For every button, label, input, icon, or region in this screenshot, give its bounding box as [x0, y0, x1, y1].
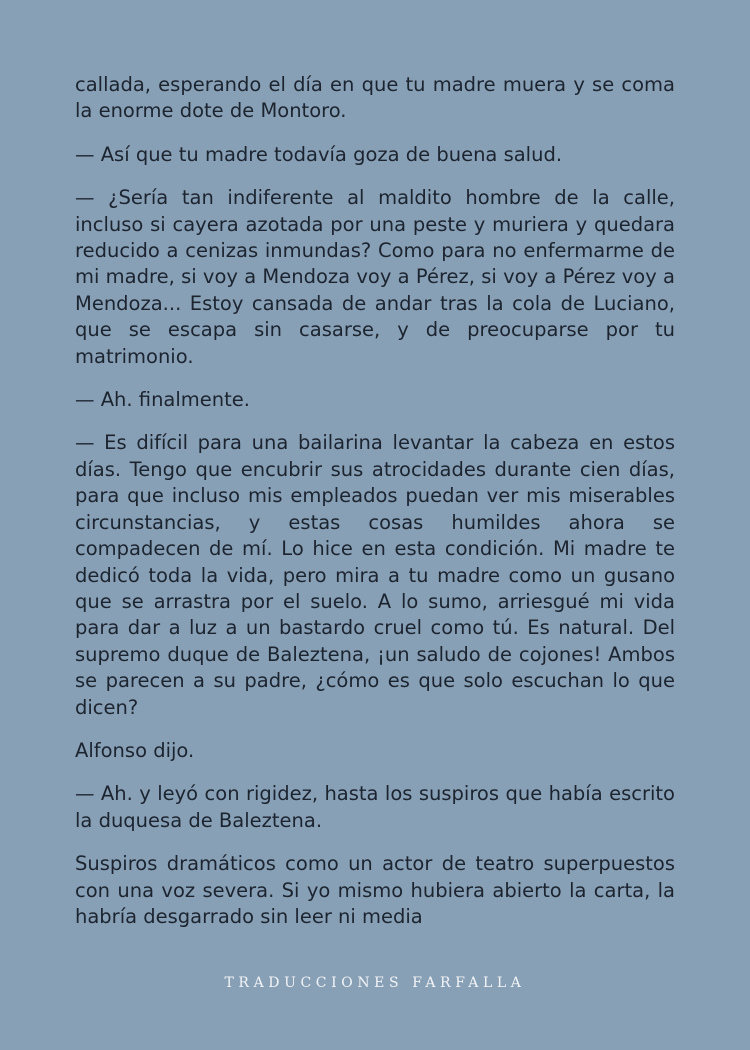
paragraph-8: Suspiros dramáticos como un actor de teatro superpuestos con una voz severa. Si yo mismo hubiera abierto la carta, la habría desgarrado sin leer ni media — [75, 852, 675, 928]
paragraph-6: Alfonso dijo. — [75, 738, 195, 762]
page-text — [75, 72, 675, 947]
paragraph-5: — Es difícil para una bailarina levantar la cabeza en estos días. Tengo que encubrir sus atrocidades durante cien días, para que incluso mis empleados puedan ver mis miserables circunstancias, y estas cosas humildes ahora se compadecen de mí. Lo hice en esta condición. Mi madre te dedicó toda la vida, pero mira a tu madre como un gusano que se arrastra por el suelo. A lo sumo, arriesgué mi vida para dar a luz a un bastardo cruel como tú. Es natural. Del supremo duque de Baleztena, ¡un saludo de cojones! Ambos se parecen a su padre, ¿cómo es que solo escuchan lo que dicen? — [75, 431, 675, 719]
paragraph-7: — Ah. y leyó con rigidez, hasta los suspiros que había escrito la duquesa de Baleztena. — [75, 782, 675, 832]
paragraph-2: — Así que tu madre todavía goza de buena salud. — [75, 142, 563, 166]
paragraph-3: — ¿Sería tan indiferente al maldito hombre de la calle, incluso si cayera azotada por una peste y muriera y quedara reducido a cenizas inmundas? Como para no enfermarme de mi madre, si voy a Mendoza voy a Pérez, si voy a Pérez voy a Mendoza... Estoy cansada de andar tras la cola de Luciano, que se escapa sin casarse, y de preocuparse por tu matrimonio. — [75, 186, 675, 368]
paragraph-4: — Ah. finalmente. — [75, 388, 250, 412]
publisher-footer: TRADUCCIONES FARFALLA — [224, 975, 526, 991]
paragraph-1: callada, esperando el día en que tu madre muera y se coma la enorme dote de Montoro. — [75, 73, 675, 123]
